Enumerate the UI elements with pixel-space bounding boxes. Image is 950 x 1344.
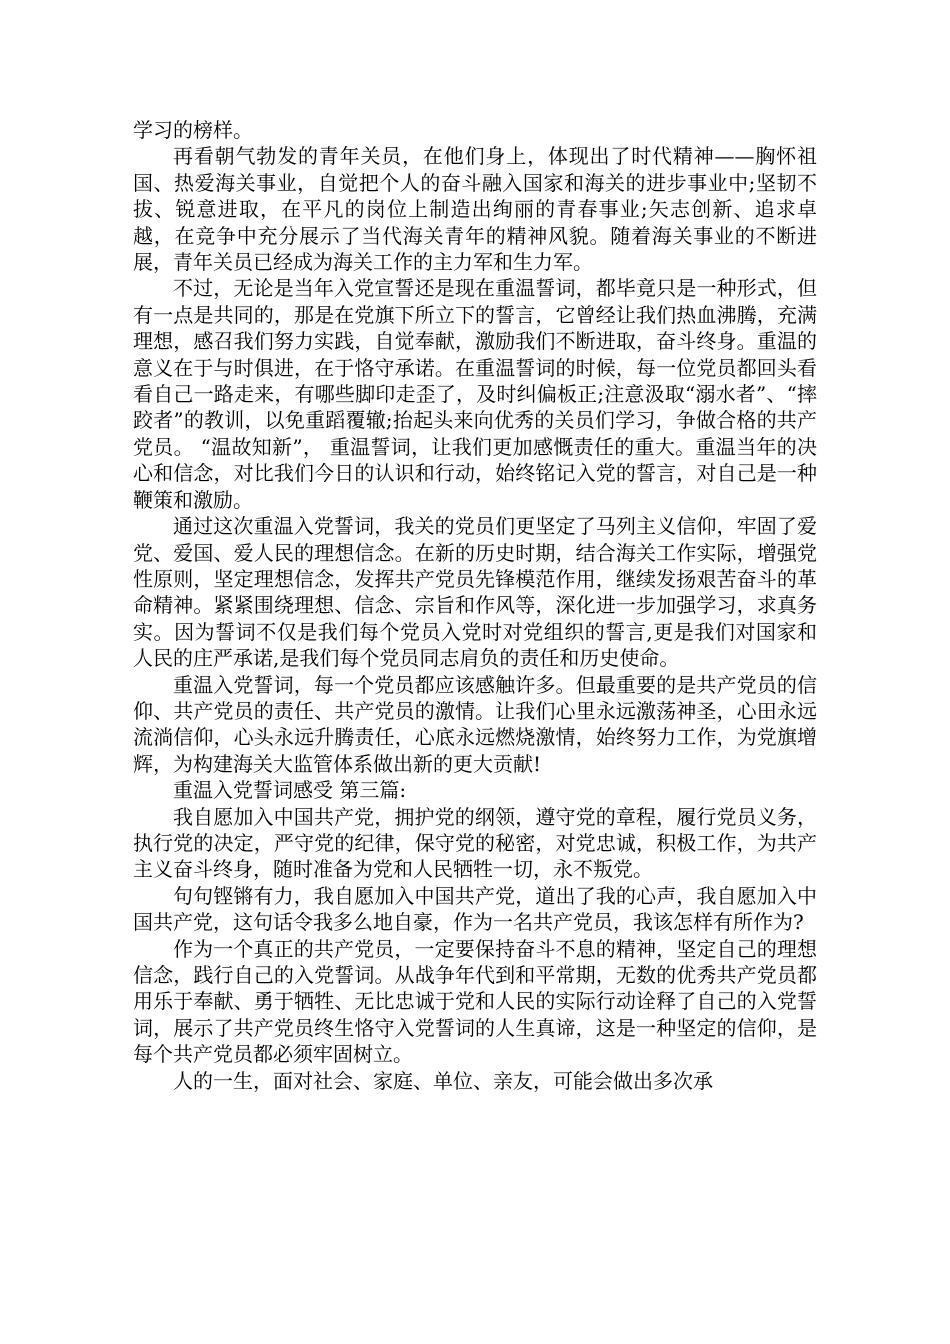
document-body <box>133 117 817 1094</box>
paragraph-7: 我自愿加入中国共产党，拥护党的纲领，遵守党的章程，履行党员义务，执行党的决定，严守党的纪律，保守党的秘密，对党忠诚，积极工作，为共产主义奋斗终身，随时准备为党和人民牺牲一切，永不叛党。 <box>133 804 817 882</box>
paragraph-2: 再看朝气勃发的青年关员，在他们身上，体现出了时代精神——胸怀祖国、热爱海关事业，自觉把个人的奋斗融入国家和海关的进步事业中;坚韧不拔、锐意进取，在平凡的岗位上制造出绚丽的青春事业;矢志创新、追求卓越，在竞争中充分展示了当代海关青年的精神风貌。随着海关事业的不断进展，青年关员已经成为海关工作的主力军和生力军。 <box>133 144 817 275</box>
paragraph-4: 通过这次重温入党誓词，我关的党员们更坚定了马列主义信仰，牢固了爱党、爱国、爱人民的理想信念。在新的历史时期，结合海关工作实际，增强党性原则，坚定理想信念，发挥共产党员先锋模范作用，继续发扬艰苦奋斗的革命精神。紧紧围绕理想、信念、宗旨和作风等，深化进一步加强学习，求真务实。因为誓词不仅是我们每个党员入党时对党组织的誓言,更是我们对国家和人民的庄严承诺,是我们每个党员同志肩负的责任和历史使命。 <box>133 514 817 671</box>
paragraph-5: 重温入党誓词，每一个党员都应该感触许多。但最重要的是共产党员的信仰、共产党员的责任、共产党员的激情。让我们心里永远激荡神圣，心田永远流淌信仰，心头永远升腾责任，心底永远燃烧激情，始终努力工作，为党旗增辉，为构建海关大监管体系做出新的更大贡献! <box>133 672 817 776</box>
paragraph-8: 句句铿锵有力，我自愿加入中国共产党，道出了我的心声，我自愿加入中国共产党，这句话令我多么地自豪，作为一名共产党员，我该怎样有所作为? <box>133 883 817 935</box>
paragraph-9: 作为一个真正的共产党员，一定要保持奋斗不息的精神，坚定自己的理想信念，践行自己的入党誓词。从战争年代到和平常期，无数的优秀共产党员都用乐于奉献、勇于牺牲、无比忠诚于党和人民的实际行动诠释了自己的入党誓词，展示了共产党员终生恪守入党誓词的人生真谛，这是一种坚定的信仰，是每个共产党员都必须牢固树立。 <box>133 936 817 1067</box>
section-heading: 重温入党誓词感受 第三篇: <box>173 778 407 803</box>
paragraph-3: 不过，无论是当年入党宣誓还是现在重温誓词，都毕竟只是一种形式，但有一点是共同的，那是在党旗下所立下的誓言，它曾经让我们热血沸腾，充满理想，感召我们努力实践，自觉奉献，激励我们不断进取，奋斗终身。重温的意义在于与时俱进，在于恪守承诺。在重温誓词的时候，每一位党员都回头看看自己一路走来，有哪些脚印走歪了，及时纠偏板正;注意汲取“溺水者”、“摔跤者”的教训，以免重蹈覆辙;抬起头来向优秀的关员们学习，争做合格的共产党员。 “温故知新”， 重温誓词，让我们更加感慨责任的重大。重温当年的决心和信念，对比我们今日的认识和行动，始终铭记入党的誓言，对自己是一种鞭策和激励。 <box>133 276 817 512</box>
paragraph-1: 学习的榜样。 <box>133 118 253 142</box>
paragraph-10: 人的一生，面对社会、家庭、单位、亲友，可能会做出多次承 <box>173 1068 713 1093</box>
